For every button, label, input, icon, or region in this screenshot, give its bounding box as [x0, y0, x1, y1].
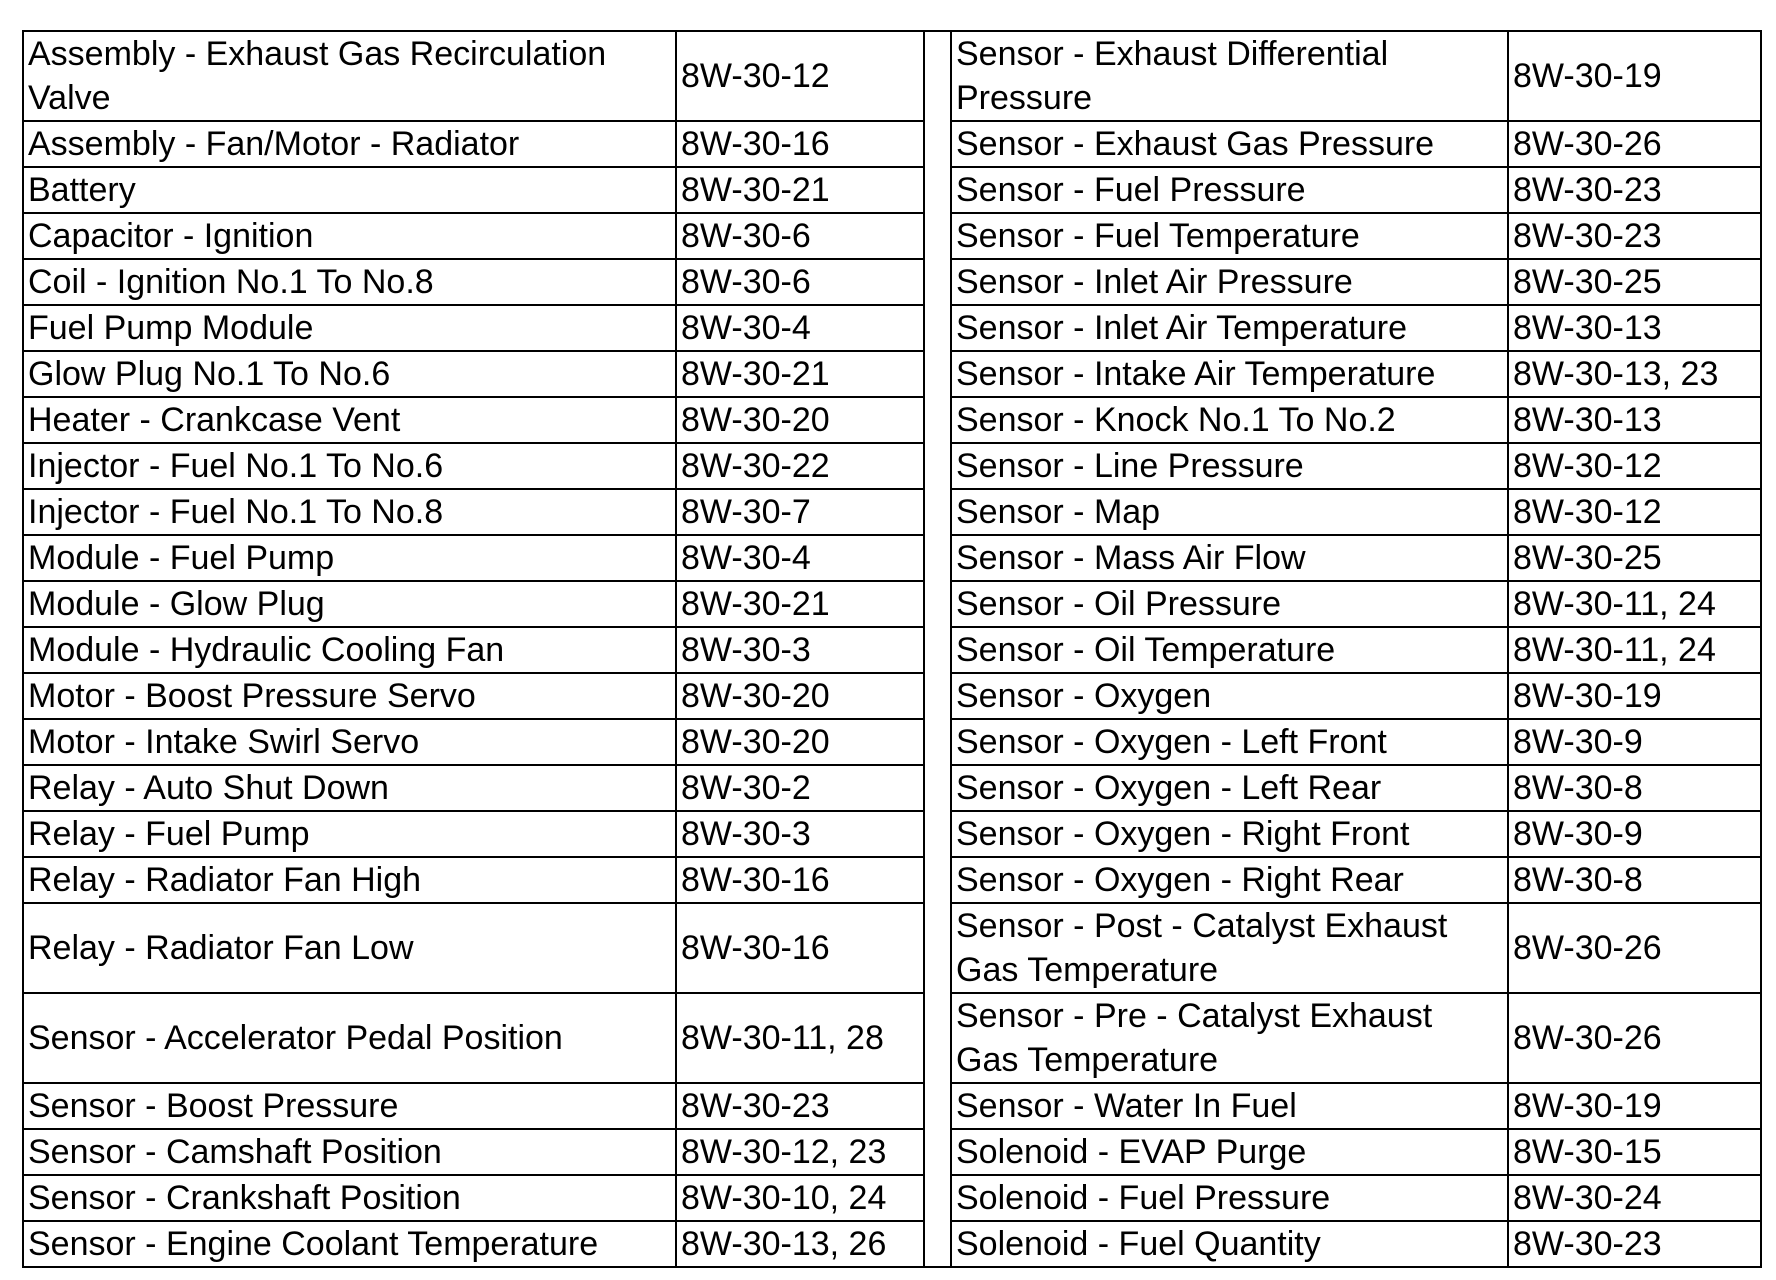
- column-gap: [924, 213, 951, 259]
- column-gap: [924, 31, 951, 121]
- right-component-name: Sensor - Inlet Air Temperature: [951, 305, 1508, 351]
- left-component-name: Assembly - Fan/Motor - Radiator: [23, 121, 676, 167]
- right-component-name: Sensor - Oxygen - Right Rear: [951, 857, 1508, 903]
- right-circuit-ref: 8W-30-23: [1508, 167, 1761, 213]
- left-circuit-ref: 8W-30-20: [676, 397, 924, 443]
- table-row: [23, 443, 1761, 489]
- column-gap: [924, 765, 951, 811]
- right-component-name: Sensor - Exhaust Differential Pressure: [951, 31, 1508, 121]
- right-component-name: Sensor - Post - Catalyst Exhaust Gas Temperature: [951, 903, 1508, 993]
- column-gap: [924, 627, 951, 673]
- column-gap: [924, 535, 951, 581]
- table-row: [23, 121, 1761, 167]
- table-row: [23, 167, 1761, 213]
- left-component-name: Sensor - Accelerator Pedal Position: [23, 993, 676, 1083]
- left-circuit-ref: 8W-30-12, 23: [676, 1129, 924, 1175]
- column-gap: [924, 351, 951, 397]
- table-row: [23, 857, 1761, 903]
- left-component-name: Battery: [23, 167, 676, 213]
- left-component-name: Coil - Ignition No.1 To No.8: [23, 259, 676, 305]
- left-component-name: Relay - Radiator Fan High: [23, 857, 676, 903]
- table-row: [23, 305, 1761, 351]
- right-circuit-ref: 8W-30-15: [1508, 1129, 1761, 1175]
- left-component-name: Motor - Intake Swirl Servo: [23, 719, 676, 765]
- right-component-name: Sensor - Line Pressure: [951, 443, 1508, 489]
- left-component-name: Injector - Fuel No.1 To No.8: [23, 489, 676, 535]
- column-gap: [924, 443, 951, 489]
- left-component-name: Injector - Fuel No.1 To No.6: [23, 443, 676, 489]
- left-component-name: Capacitor - Ignition: [23, 213, 676, 259]
- right-circuit-ref: 8W-30-9: [1508, 811, 1761, 857]
- right-component-name: Sensor - Inlet Air Pressure: [951, 259, 1508, 305]
- left-circuit-ref: 8W-30-12: [676, 31, 924, 121]
- table-row: [23, 397, 1761, 443]
- table-row: [23, 1175, 1761, 1221]
- left-circuit-ref: 8W-30-21: [676, 351, 924, 397]
- right-component-name: Sensor - Fuel Temperature: [951, 213, 1508, 259]
- left-circuit-ref: 8W-30-22: [676, 443, 924, 489]
- left-component-name: Sensor - Camshaft Position: [23, 1129, 676, 1175]
- left-component-name: Sensor - Boost Pressure: [23, 1083, 676, 1129]
- right-component-name: Sensor - Water In Fuel: [951, 1083, 1508, 1129]
- right-circuit-ref: 8W-30-12: [1508, 443, 1761, 489]
- left-component-name: Fuel Pump Module: [23, 305, 676, 351]
- left-component-name: Motor - Boost Pressure Servo: [23, 673, 676, 719]
- right-circuit-ref: 8W-30-26: [1508, 903, 1761, 993]
- right-component-name: Solenoid - Fuel Quantity: [951, 1221, 1508, 1267]
- left-circuit-ref: 8W-30-6: [676, 259, 924, 305]
- table-row: [23, 31, 1761, 121]
- right-circuit-ref: 8W-30-13, 23: [1508, 351, 1761, 397]
- column-gap: [924, 397, 951, 443]
- right-component-name: Solenoid - EVAP Purge: [951, 1129, 1508, 1175]
- column-gap: [924, 259, 951, 305]
- right-circuit-ref: 8W-30-19: [1508, 1083, 1761, 1129]
- right-circuit-ref: 8W-30-9: [1508, 719, 1761, 765]
- right-component-name: Sensor - Fuel Pressure: [951, 167, 1508, 213]
- table-row: [23, 673, 1761, 719]
- table-row: [23, 1129, 1761, 1175]
- column-gap: [924, 719, 951, 765]
- table-row: [23, 259, 1761, 305]
- table-body: [23, 31, 1761, 1267]
- right-circuit-ref: 8W-30-11, 24: [1508, 627, 1761, 673]
- right-circuit-ref: 8W-30-25: [1508, 259, 1761, 305]
- table-row: [23, 993, 1761, 1083]
- left-circuit-ref: 8W-30-21: [676, 581, 924, 627]
- table-row: [23, 765, 1761, 811]
- right-circuit-ref: 8W-30-8: [1508, 857, 1761, 903]
- column-gap: [924, 811, 951, 857]
- left-circuit-ref: 8W-30-16: [676, 903, 924, 993]
- left-circuit-ref: 8W-30-20: [676, 719, 924, 765]
- table-row: [23, 627, 1761, 673]
- table-row: [23, 1221, 1761, 1267]
- left-component-name: Module - Hydraulic Cooling Fan: [23, 627, 676, 673]
- right-component-name: Sensor - Pre - Catalyst Exhaust Gas Temperature: [951, 993, 1508, 1083]
- column-gap: [924, 1129, 951, 1175]
- left-circuit-ref: 8W-30-16: [676, 121, 924, 167]
- right-circuit-ref: 8W-30-23: [1508, 213, 1761, 259]
- right-component-name: Sensor - Mass Air Flow: [951, 535, 1508, 581]
- right-circuit-ref: 8W-30-8: [1508, 765, 1761, 811]
- right-component-name: Sensor - Oxygen - Left Rear: [951, 765, 1508, 811]
- right-component-name: Sensor - Oil Pressure: [951, 581, 1508, 627]
- column-gap: [924, 121, 951, 167]
- right-component-name: Sensor - Intake Air Temperature: [951, 351, 1508, 397]
- column-gap: [924, 1175, 951, 1221]
- right-circuit-ref: 8W-30-19: [1508, 673, 1761, 719]
- right-component-name: Sensor - Exhaust Gas Pressure: [951, 121, 1508, 167]
- column-gap: [924, 903, 951, 993]
- column-gap: [924, 489, 951, 535]
- left-circuit-ref: 8W-30-11, 28: [676, 993, 924, 1083]
- table-row: [23, 489, 1761, 535]
- column-gap: [924, 305, 951, 351]
- table-row: [23, 351, 1761, 397]
- column-gap: [924, 1221, 951, 1267]
- left-circuit-ref: 8W-30-10, 24: [676, 1175, 924, 1221]
- table-row: [23, 903, 1761, 993]
- column-gap: [924, 581, 951, 627]
- right-component-name: Sensor - Oxygen - Left Front: [951, 719, 1508, 765]
- component-index-table: [22, 30, 1762, 1268]
- left-component-name: Relay - Auto Shut Down: [23, 765, 676, 811]
- right-circuit-ref: 8W-30-12: [1508, 489, 1761, 535]
- column-gap: [924, 993, 951, 1083]
- left-circuit-ref: 8W-30-3: [676, 811, 924, 857]
- table-row: [23, 811, 1761, 857]
- column-gap: [924, 673, 951, 719]
- right-circuit-ref: 8W-30-13: [1508, 397, 1761, 443]
- left-component-name: Sensor - Crankshaft Position: [23, 1175, 676, 1221]
- right-circuit-ref: 8W-30-11, 24: [1508, 581, 1761, 627]
- column-gap: [924, 1083, 951, 1129]
- left-circuit-ref: 8W-30-16: [676, 857, 924, 903]
- table-row: [23, 213, 1761, 259]
- left-component-name: Heater - Crankcase Vent: [23, 397, 676, 443]
- right-circuit-ref: 8W-30-26: [1508, 993, 1761, 1083]
- left-circuit-ref: 8W-30-13, 26: [676, 1221, 924, 1267]
- column-gap: [924, 167, 951, 213]
- right-circuit-ref: 8W-30-19: [1508, 31, 1761, 121]
- table-row: [23, 535, 1761, 581]
- table-row: [23, 581, 1761, 627]
- left-circuit-ref: 8W-30-2: [676, 765, 924, 811]
- left-circuit-ref: 8W-30-21: [676, 167, 924, 213]
- left-component-name: Module - Fuel Pump: [23, 535, 676, 581]
- table-row: [23, 1083, 1761, 1129]
- left-circuit-ref: 8W-30-23: [676, 1083, 924, 1129]
- left-component-name: Module - Glow Plug: [23, 581, 676, 627]
- right-component-name: Sensor - Map: [951, 489, 1508, 535]
- right-circuit-ref: 8W-30-13: [1508, 305, 1761, 351]
- right-component-name: Solenoid - Fuel Pressure: [951, 1175, 1508, 1221]
- right-circuit-ref: 8W-30-23: [1508, 1221, 1761, 1267]
- table-row: [23, 719, 1761, 765]
- right-circuit-ref: 8W-30-24: [1508, 1175, 1761, 1221]
- left-circuit-ref: 8W-30-20: [676, 673, 924, 719]
- right-circuit-ref: 8W-30-25: [1508, 535, 1761, 581]
- left-circuit-ref: 8W-30-6: [676, 213, 924, 259]
- left-circuit-ref: 8W-30-4: [676, 535, 924, 581]
- right-component-name: Sensor - Knock No.1 To No.2: [951, 397, 1508, 443]
- left-circuit-ref: 8W-30-7: [676, 489, 924, 535]
- left-component-name: Relay - Fuel Pump: [23, 811, 676, 857]
- column-gap: [924, 857, 951, 903]
- left-component-name: Relay - Radiator Fan Low: [23, 903, 676, 993]
- right-component-name: Sensor - Oxygen - Right Front: [951, 811, 1508, 857]
- left-component-name: Assembly - Exhaust Gas Recirculation Valve: [23, 31, 676, 121]
- left-component-name: Sensor - Engine Coolant Temperature: [23, 1221, 676, 1267]
- left-circuit-ref: 8W-30-4: [676, 305, 924, 351]
- right-circuit-ref: 8W-30-26: [1508, 121, 1761, 167]
- left-circuit-ref: 8W-30-3: [676, 627, 924, 673]
- right-component-name: Sensor - Oil Temperature: [951, 627, 1508, 673]
- right-component-name: Sensor - Oxygen: [951, 673, 1508, 719]
- left-component-name: Glow Plug No.1 To No.6: [23, 351, 676, 397]
